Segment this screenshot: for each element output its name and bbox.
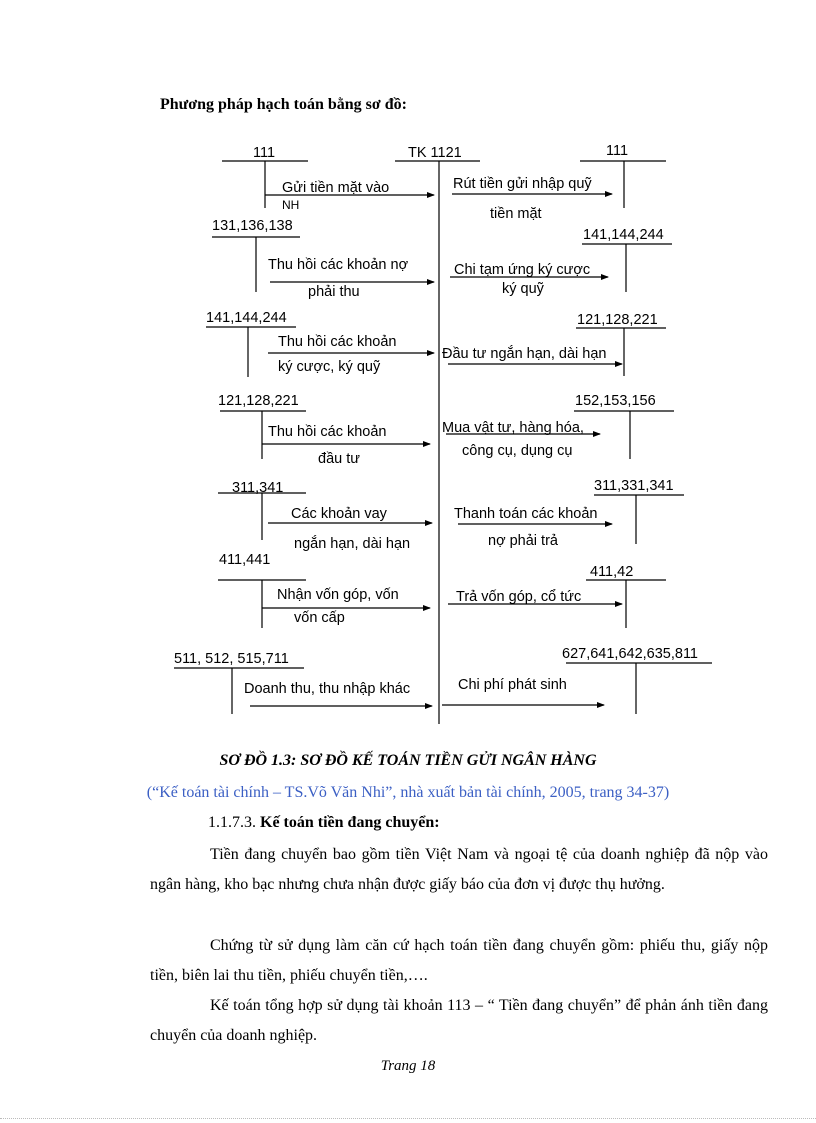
credit-label-2a: Chi tạm ứng ký cược bbox=[454, 262, 591, 278]
subsection-heading bbox=[208, 814, 440, 832]
source-citation: (“Kế toán tài chính – TS.Võ Văn Nhi”, nhà xuất bản tài chính, 2005, trang 34-37) bbox=[146, 784, 670, 801]
credit-account-5: 311,331,341 bbox=[594, 478, 674, 494]
debit-label-7a: Doanh thu, thu nhập khác bbox=[244, 681, 411, 697]
credit-label-5a: Thanh toán các khoản bbox=[454, 506, 598, 522]
debit-account-2: 131,136,138 bbox=[212, 218, 293, 234]
debit-label-4b: đầu tư bbox=[318, 451, 360, 467]
credit-label-7a: Chi phí phát sinh bbox=[458, 677, 567, 693]
debit-label-6a: Nhận vốn góp, vốn bbox=[277, 587, 399, 603]
debit-label-6b: vốn cấp bbox=[294, 610, 345, 626]
page-bottom-divider bbox=[0, 1118, 816, 1119]
paragraph-2: Chứng từ sử dụng làm căn cứ hạch toán tiền đang chuyển gồm: phiếu thu, giấy nộp tiền, biên lai thu tiền, phiếu chuyển tiền,…. bbox=[150, 937, 768, 984]
debit-account-7: 511, 512, 515,711 bbox=[174, 651, 289, 667]
debit-account-5: 311,341 bbox=[232, 480, 284, 496]
paragraph-3: Kế toán tổng hợp sử dụng tài khoản 113 – “ Tiền đang chuyển” để phản ánh tiền đang chuyển của doanh nghiệp. bbox=[150, 997, 768, 1044]
credit-label-1b: tiền mặt bbox=[490, 206, 542, 222]
credit-account-3: 121,128,221 bbox=[577, 312, 658, 328]
credit-account-2: 141,144,244 bbox=[583, 227, 664, 243]
section-heading: Phương pháp hạch toán bằng sơ đồ: bbox=[160, 96, 407, 113]
debit-account-6: 411,441 bbox=[219, 552, 271, 568]
debit-label-2b: phải thu bbox=[308, 284, 360, 300]
debit-account-1: 111 bbox=[253, 145, 276, 161]
credit-label-5b: nợ phải trả bbox=[488, 533, 558, 549]
page-number: Trang 18 bbox=[380, 1058, 436, 1074]
diagram-caption: SƠ ĐỒ 1.3: SƠ ĐỒ KẾ TOÁN TIỀN GỬI NGÂN HÀNG bbox=[219, 752, 597, 769]
debit-account-4: 121,128,221 bbox=[218, 393, 299, 409]
debit-label-3b: ký cược, ký quỹ bbox=[278, 359, 381, 375]
debit-label-1b: NH bbox=[282, 198, 300, 212]
subsection-number: 1.1.7.3. bbox=[208, 814, 256, 831]
credit-account-6: 411,42 bbox=[590, 564, 634, 580]
debit-label-2a: Thu hồi các khoản nợ bbox=[268, 257, 409, 273]
debit-label-1a: Gửi tiền mặt vào bbox=[282, 180, 390, 196]
credit-label-1a: Rút tiền gửi nhập quỹ bbox=[453, 176, 592, 192]
center-account-label: TK 1121 bbox=[408, 145, 462, 161]
debit-label-5a: Các khoản vay bbox=[291, 506, 387, 522]
debit-label-5b: ngắn hạn, dài hạn bbox=[294, 536, 411, 552]
credit-label-4b: công cụ, dụng cụ bbox=[462, 443, 573, 459]
debit-account-3: 141,144,244 bbox=[206, 310, 287, 326]
paragraph-1: Tiền đang chuyển bao gồm tiền Việt Nam và ngoại tệ của doanh nghiệp đã nộp vào ngân hàng, kho bạc nhưng chưa nhận được giấy báo của đơn vị được thụ hưởng. bbox=[150, 846, 768, 893]
credit-label-4a: Mua vật tư, hàng hóa, bbox=[442, 420, 584, 436]
debit-label-3a: Thu hồi các khoản bbox=[278, 334, 397, 350]
subsection-title: Kế toán tiền đang chuyển: bbox=[260, 814, 440, 831]
credit-label-6a: Trả vốn góp, cổ tức bbox=[456, 589, 582, 605]
debit-label-4a: Thu hồi các khoản bbox=[268, 424, 387, 440]
credit-account-1: 111 bbox=[606, 143, 629, 159]
credit-label-3a: Đầu tư ngắn hạn, dài hạn bbox=[442, 346, 607, 362]
credit-account-7: 627,641,642,635,811 bbox=[562, 646, 699, 662]
credit-account-4: 152,153,156 bbox=[575, 393, 656, 409]
credit-label-2b: ký quỹ bbox=[502, 281, 544, 297]
